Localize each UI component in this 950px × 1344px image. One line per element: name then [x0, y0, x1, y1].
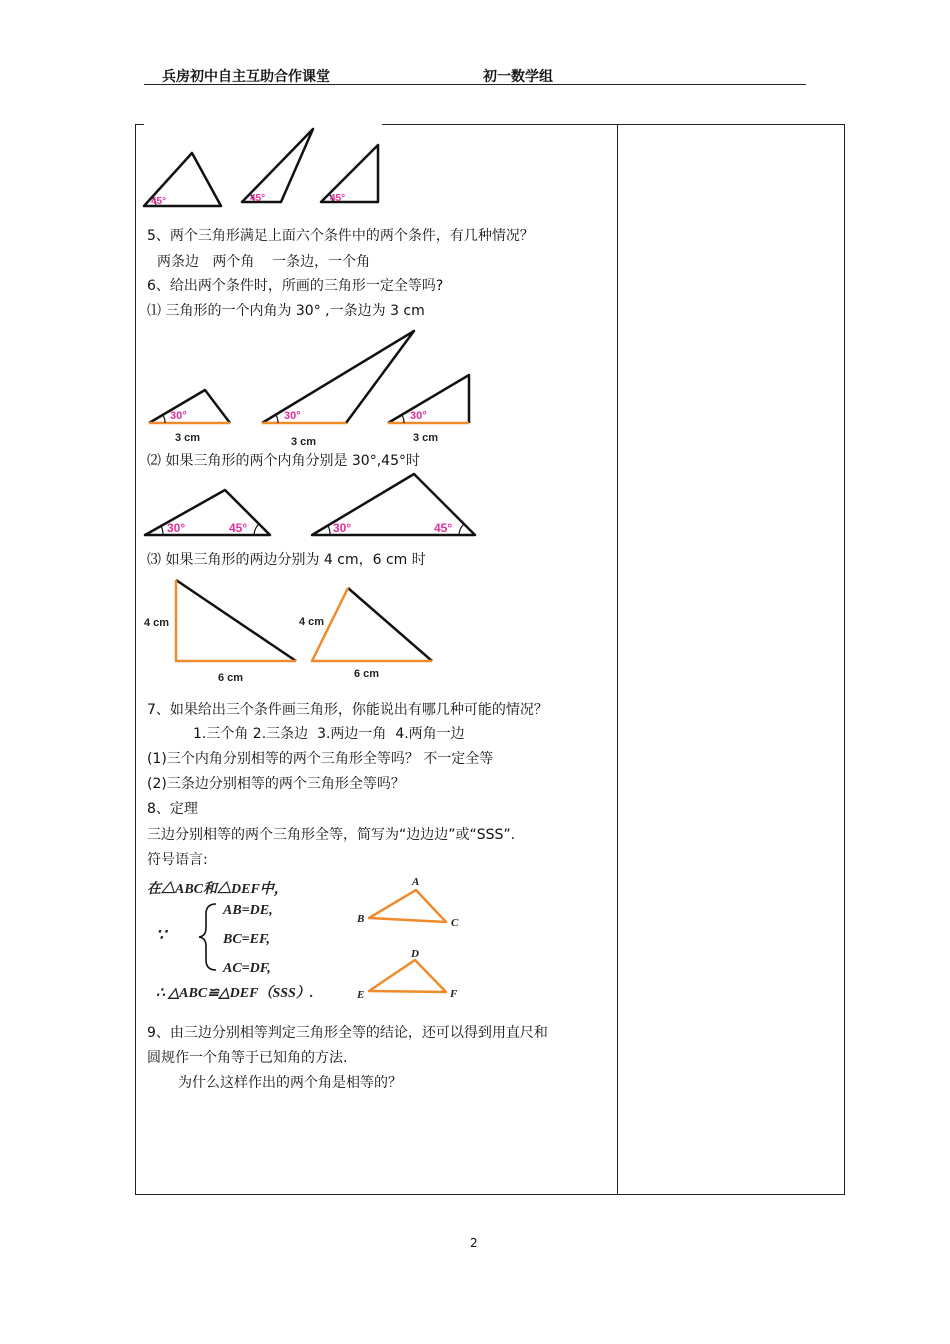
top-mask	[144, 118, 382, 127]
triangle-30-3cm-2	[262, 331, 414, 448]
question-9-line-3: 为什么这样作出的两个角是相等的？	[178, 1075, 402, 1091]
vertex-f: F	[450, 988, 458, 1000]
question-7: 7、如果给出三个条件画三角形，你能说出有哪几种可能的情况？	[147, 702, 548, 718]
length-label-3cm: 3 cm	[291, 436, 317, 448]
question-9-line-2: 圆规作一个角等于已知角的方法.	[147, 1050, 348, 1066]
triangle-30-3cm-3	[388, 375, 469, 444]
question-9-line-1: 9、由三边分别相等判定三角形全等的结论，还可以得到用直尺和	[147, 1025, 548, 1041]
vertex-b: B	[357, 913, 365, 925]
question-7-part-2: (2)三条边分别相等的两个三角形全等吗？	[147, 776, 405, 792]
angle-label-45: 45°	[434, 521, 453, 535]
theorem-sss: 三边分别相等的两个三角形全等，简写为“边边边”或“SSS”.	[147, 827, 516, 843]
vertex-a: A	[412, 876, 420, 888]
angle-label-30: 30°	[333, 521, 352, 535]
angle-label-45: 45°	[330, 193, 346, 204]
triangle-45-2	[242, 129, 313, 204]
angle-label-45: 45°	[250, 193, 266, 204]
triangle-4-6-2	[299, 588, 432, 680]
vertex-e: E	[357, 989, 365, 1001]
triangle-30-45-1	[145, 490, 270, 535]
length-label-6cm: 6 cm	[218, 672, 244, 684]
question-6-part-2: ⑵ 如果三角形的两个内角分别是 30°,45°时	[147, 453, 420, 469]
question-8: 8、定理	[147, 801, 198, 817]
proof-conclusion: ∴ △ABC≌△DEF（SSS）.	[156, 986, 314, 1001]
vertex-c: C	[451, 917, 459, 929]
length-label-3cm: 3 cm	[413, 432, 439, 444]
angle-label-30: 30°	[167, 521, 186, 535]
angle-label-45: 45°	[151, 196, 167, 207]
page-number: 2	[470, 1236, 478, 1250]
length-label-4cm: 4 cm	[299, 616, 325, 628]
vertex-d: D	[411, 948, 419, 960]
equation-ab-de: AB=DE,	[223, 903, 273, 918]
header-group: 初一数学组	[483, 69, 553, 85]
equation-bc-ef: BC=EF,	[223, 932, 271, 947]
question-5-answer: 两条边 两个角 一条边，一个角	[157, 254, 371, 270]
length-label-3cm: 3 cm	[175, 432, 201, 444]
triangle-45-1	[144, 153, 221, 207]
question-7-part-1: (1)三个内角分别相等的两个三角形全等吗？ 不一定全等	[147, 751, 494, 767]
triangle-30-45-2	[312, 474, 475, 535]
triangle-def	[369, 960, 446, 992]
question-6-part-3: ⑶ 如果三角形的两边分别为 4 cm，6 cm 时	[147, 552, 426, 568]
question-7-options: 1.三个角 2.三条边 3.两边一角 4.两角一边	[193, 726, 465, 742]
proof-intro: 在△ABC和△DEF中，	[147, 882, 288, 897]
equation-ac-df: AC=DF,	[223, 961, 271, 976]
triangle-30-3cm-1	[149, 390, 230, 444]
sss-proof	[147, 876, 459, 1001]
triangle-abc	[369, 890, 446, 922]
question-6: 6、给出两个条件时，所画的三角形一定全等吗?	[147, 278, 444, 294]
angle-label-30: 30°	[170, 410, 187, 422]
angle-label-30: 30°	[410, 410, 427, 422]
symbol-language-label: 符号语言:	[147, 852, 208, 868]
question-6-part-1: ⑴ 三角形的一个内角为 30° ,一条边为 3 cm	[147, 303, 425, 319]
triangle-45-3	[321, 145, 378, 204]
brace	[199, 904, 216, 970]
question-5: 5、两个三角形满足上面六个条件中的两个条件，有几种情况？	[147, 228, 534, 244]
angle-label-45: 45°	[229, 521, 248, 535]
length-label-4cm: 4 cm	[144, 617, 170, 629]
triangle-4-6-1	[144, 580, 296, 684]
header-school: 兵房初中自主互助合作课堂	[162, 69, 330, 85]
length-label-6cm: 6 cm	[354, 668, 380, 680]
angle-label-30: 30°	[284, 410, 301, 422]
because-symbol: ∵	[156, 927, 167, 944]
